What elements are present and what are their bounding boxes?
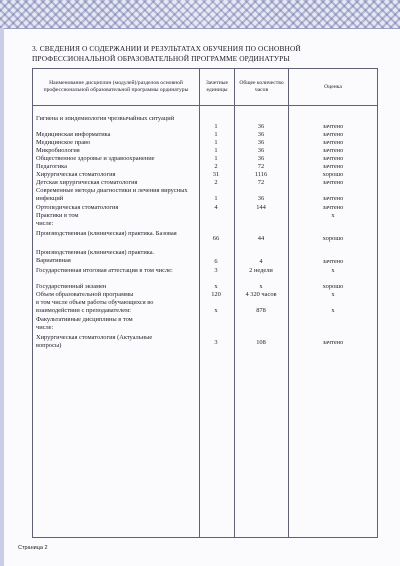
table-row [33, 299, 377, 316]
grade: зачтено [322, 258, 344, 265]
table-row [33, 283, 377, 291]
credit-units: 1 [214, 131, 218, 138]
grade: x [331, 212, 335, 219]
decorative-border [0, 0, 400, 29]
credit-units: 6 [214, 258, 218, 265]
discipline-name: Гигиена и эпидемиология чрезвычайных ситуаций [36, 115, 175, 122]
header-grade: Оценка [324, 83, 342, 90]
total-hours: 72 [257, 163, 265, 170]
table-row [33, 291, 377, 299]
table-row [33, 147, 377, 155]
discipline-name: Общественное здоровье и здравоохранение [36, 155, 155, 162]
table-row [33, 316, 377, 334]
total-hours: 1116 [254, 171, 268, 178]
grade: зачтено [322, 131, 344, 138]
table-row [33, 204, 377, 212]
table-row [33, 139, 377, 147]
header-name: Наименование дисциплин (модулей)/разделов основной профессиональной образовательной программы ординатуры [43, 80, 189, 93]
table-row [33, 115, 377, 131]
grade: хорошо [322, 235, 344, 242]
discipline-name: Производственная (клиническая) практика. Вариативная [36, 249, 155, 264]
credit-units: 1 [214, 155, 218, 162]
table-row [33, 249, 377, 267]
credit-units: 3 [214, 267, 218, 274]
total-hours: 36 [257, 123, 265, 130]
grade: зачтено [322, 147, 344, 154]
total-hours: 108 [256, 339, 266, 346]
total-hours: 44 [257, 235, 265, 242]
discipline-name: Медицинское право [36, 139, 91, 146]
grade: зачтено [322, 139, 344, 146]
page-number: 2 [44, 545, 48, 551]
credit-units: 1 [214, 195, 218, 202]
total-hours: 4 [259, 258, 263, 265]
grade: зачтено [322, 155, 344, 162]
total-hours: 4 320 часов [245, 291, 277, 298]
grade: x [331, 267, 335, 274]
grade: x [331, 307, 335, 314]
table-row [33, 131, 377, 139]
total-hours: 36 [257, 147, 265, 154]
total-hours: x [259, 283, 263, 290]
credit-units: 2 [214, 179, 218, 186]
grade: хорошо [322, 171, 344, 178]
credit-units: 4 [214, 204, 218, 211]
grade: зачтено [322, 195, 344, 202]
page-edge [0, 28, 4, 566]
discipline-name: Хирургическая стоматология (Актуальные вопросы) [36, 334, 153, 349]
table-row [33, 212, 377, 230]
credit-units: 2 [214, 163, 218, 170]
discipline-name: Медицинская информатика [36, 131, 111, 138]
credit-units: 3 [214, 339, 218, 346]
grade: хорошо [322, 283, 344, 290]
total-hours: 36 [257, 155, 265, 162]
table-row [33, 230, 377, 249]
discipline-name: Ортопедическая стоматология [36, 204, 119, 211]
total-hours: 36 [257, 195, 265, 202]
discipline-name: Государственная итоговая аттестация в том числе: [36, 267, 173, 274]
total-hours: 878 [256, 307, 266, 314]
credit-units: 120 [211, 291, 221, 298]
grade: зачтено [322, 163, 344, 170]
grade: зачтено [322, 339, 344, 346]
table-row [33, 179, 377, 187]
total-hours: 36 [257, 131, 265, 138]
header-units: Зачетные единицы [205, 80, 229, 93]
total-hours: 144 [256, 204, 266, 211]
discipline-name: Детская хирургическая стоматология [36, 179, 138, 186]
discipline-name: Хирургическая стоматология [36, 171, 116, 178]
total-hours: 72 [257, 179, 265, 186]
page-label: Страница [18, 545, 43, 551]
credit-units: x [214, 307, 218, 314]
header-hours: Общее количество часов [239, 80, 284, 93]
table-header [33, 69, 377, 106]
discipline-name: Государственный экзамен [36, 283, 107, 290]
page-footer [18, 545, 48, 551]
grade: зачтено [322, 204, 344, 211]
section-title: 3. СВЕДЕНИЯ О СОДЕРЖАНИИ И РЕЗУЛЬТАТАХ ОБУЧЕНИЯ ПО ОСНОВНОЙ ПРОФЕССИОНАЛЬНОЙ ОБРАЗОВАТЕЛЬНОЙ ПРОГРАММЕ ОРДИНАТУРЫ [32, 44, 301, 63]
table-body [33, 115, 377, 352]
table-row [33, 267, 377, 283]
results-table [32, 68, 378, 538]
discipline-name: в том числе объем работы обучающихся во взаимодействии с преподавателем: [36, 299, 154, 314]
total-hours: 36 [257, 139, 265, 146]
table-row [33, 163, 377, 171]
discipline-name: Педагогика [36, 163, 67, 170]
table-row [33, 334, 377, 352]
credit-units: x [214, 283, 218, 290]
grade: зачтено [322, 179, 344, 186]
discipline-name: Практики в том числе: [36, 212, 79, 227]
discipline-name: Объем образовательной программы [36, 291, 134, 298]
grade: зачтено [322, 123, 344, 130]
credit-units: 1 [214, 123, 218, 130]
table-row [33, 155, 377, 163]
discipline-name: Факультативные дисциплины в том числе: [36, 316, 133, 331]
table-row [33, 171, 377, 179]
grade: x [331, 291, 335, 298]
discipline-name: Современные методы диагностики и лечения вирусных инфекций [36, 187, 188, 202]
total-hours: 2 недели [249, 267, 273, 274]
table-row [33, 187, 377, 204]
credit-units: 66 [212, 235, 220, 242]
discipline-name: Производственная (клиническая) практика. Базовая [36, 230, 177, 237]
discipline-name: Микробиология [36, 147, 80, 154]
credit-units: 1 [214, 139, 218, 146]
credit-units: 1 [214, 147, 218, 154]
credit-units: 31 [212, 171, 220, 178]
